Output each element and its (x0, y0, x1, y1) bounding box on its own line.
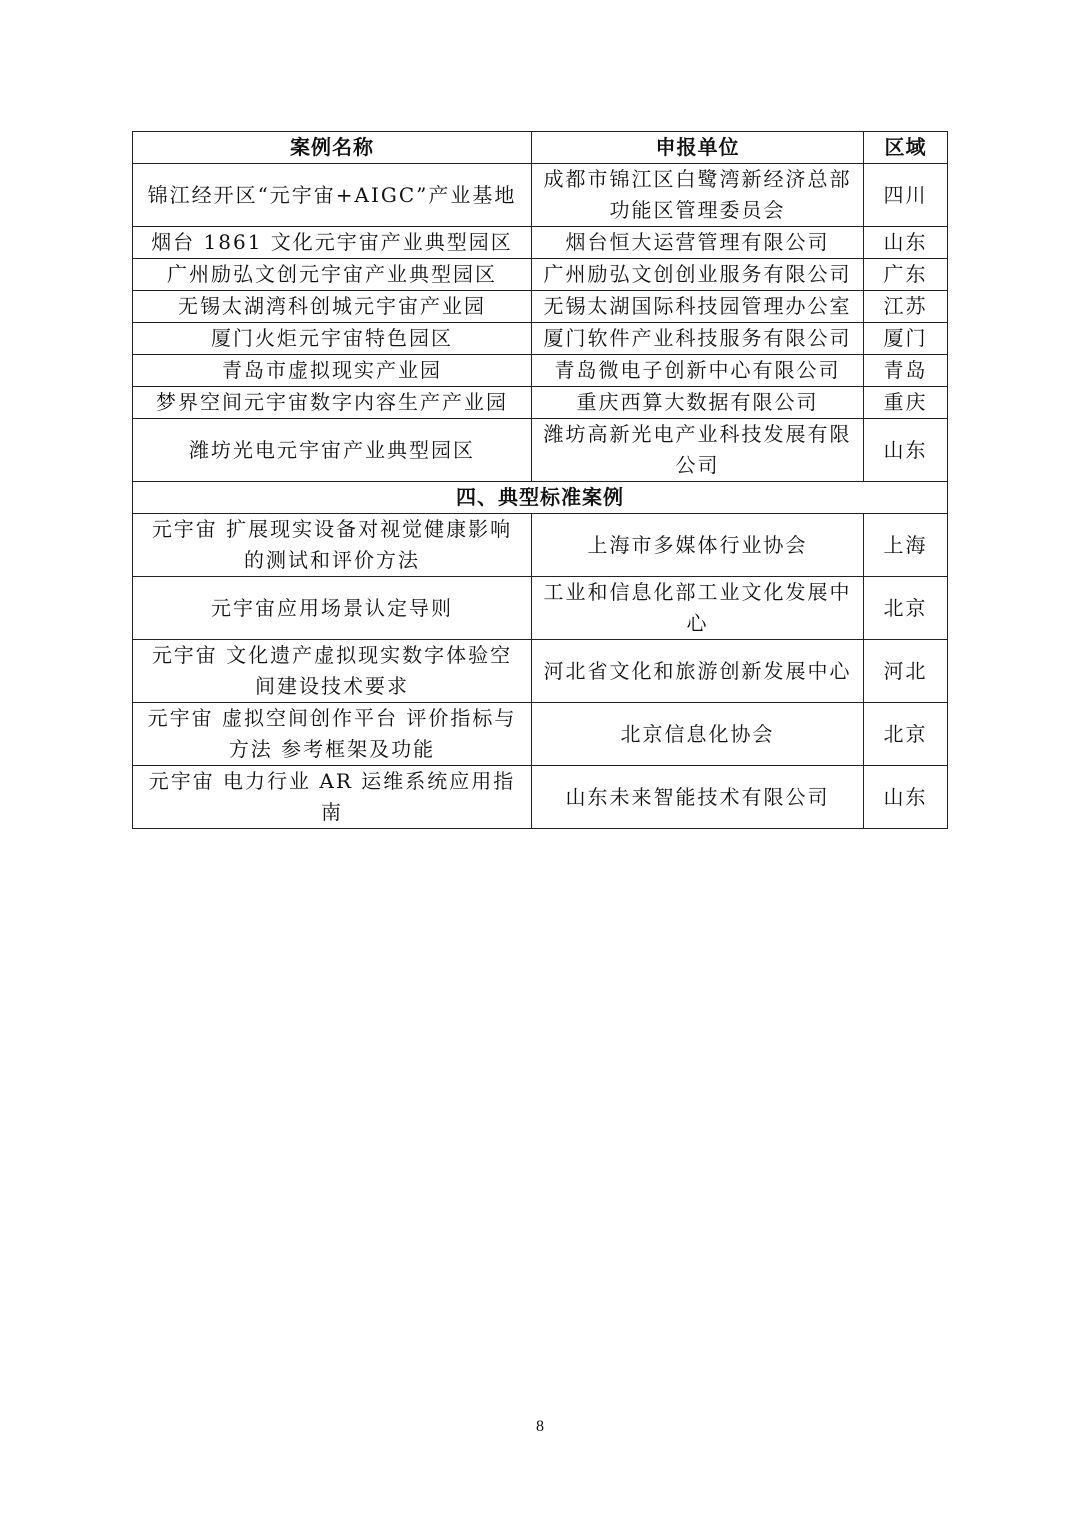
region-cell: 河北 (864, 640, 948, 703)
table-row (133, 355, 948, 387)
region-cell: 北京 (864, 703, 948, 766)
table-row (133, 703, 948, 766)
region-cell: 青岛 (864, 355, 948, 387)
table-row (133, 766, 948, 829)
case-name-cell: 元宇宙 虚拟空间创作平台 评价指标与方法 参考框架及功能 (133, 703, 532, 766)
case-name-cell: 厦门火炬元宇宙特色园区 (133, 323, 532, 355)
page-number: 8 (536, 1418, 544, 1435)
table-row (133, 577, 948, 640)
case-name-cell: 锦江经开区“元宇宙+AIGC”产业基地 (133, 164, 532, 227)
region-cell: 上海 (864, 514, 948, 577)
case-name-cell: 元宇宙 文化遗产虚拟现实数字体验空间建设技术要求 (133, 640, 532, 703)
table-row (133, 323, 948, 355)
applicant-unit-cell: 烟台恒大运营管理有限公司 (532, 227, 864, 259)
case-table (132, 131, 948, 829)
table-row (133, 227, 948, 259)
case-name-cell: 青岛市虚拟现实产业园 (133, 355, 532, 387)
case-name-cell: 无锡太湖湾科创城元宇宙产业园 (133, 291, 532, 323)
case-name-cell: 元宇宙 扩展现实设备对视觉健康影响的测试和评价方法 (133, 514, 532, 577)
applicant-unit-cell: 河北省文化和旅游创新发展中心 (532, 640, 864, 703)
applicant-unit-cell: 上海市多媒体行业协会 (532, 514, 864, 577)
case-name-cell: 梦界空间元宇宙数字内容生产产业园 (133, 387, 532, 419)
table-row (133, 259, 948, 291)
table-row (133, 419, 948, 482)
region-cell: 厦门 (864, 323, 948, 355)
region-cell: 四川 (864, 164, 948, 227)
table-row (133, 291, 948, 323)
applicant-unit-cell: 潍坊高新光电产业科技发展有限公司 (532, 419, 864, 482)
applicant-unit-cell: 成都市锦江区白鹭湾新经济总部功能区管理委员会 (532, 164, 864, 227)
section-title: 四、典型标准案例 (133, 482, 948, 514)
region-cell: 重庆 (864, 387, 948, 419)
header-case-name: 案例名称 (133, 132, 532, 164)
section-row (133, 482, 948, 514)
header-region: 区域 (864, 132, 948, 164)
table-row (133, 164, 948, 227)
applicant-unit-cell: 北京信息化协会 (532, 703, 864, 766)
table-row (133, 387, 948, 419)
applicant-unit-cell: 广州励弘文创创业服务有限公司 (532, 259, 864, 291)
applicant-unit-cell: 山东未来智能技术有限公司 (532, 766, 864, 829)
region-cell: 山东 (864, 766, 948, 829)
table-row (133, 514, 948, 577)
case-name-cell: 烟台 1861 文化元宇宙产业典型园区 (133, 227, 532, 259)
table-header-row (133, 132, 948, 164)
applicant-unit-cell: 重庆西算大数据有限公司 (532, 387, 864, 419)
case-name-cell: 潍坊光电元宇宙产业典型园区 (133, 419, 532, 482)
table-row (133, 640, 948, 703)
case-name-cell: 广州励弘文创元宇宙产业典型园区 (133, 259, 532, 291)
region-cell: 山东 (864, 227, 948, 259)
region-cell: 北京 (864, 577, 948, 640)
header-applicant-unit: 申报单位 (532, 132, 864, 164)
case-name-cell: 元宇宙应用场景认定导则 (133, 577, 532, 640)
applicant-unit-cell: 厦门软件产业科技服务有限公司 (532, 323, 864, 355)
region-cell: 广东 (864, 259, 948, 291)
region-cell: 山东 (864, 419, 948, 482)
case-name-cell: 元宇宙 电力行业 AR 运维系统应用指南 (133, 766, 532, 829)
region-cell: 江苏 (864, 291, 948, 323)
applicant-unit-cell: 无锡太湖国际科技园管理办公室 (532, 291, 864, 323)
applicant-unit-cell: 工业和信息化部工业文化发展中心 (532, 577, 864, 640)
applicant-unit-cell: 青岛微电子创新中心有限公司 (532, 355, 864, 387)
